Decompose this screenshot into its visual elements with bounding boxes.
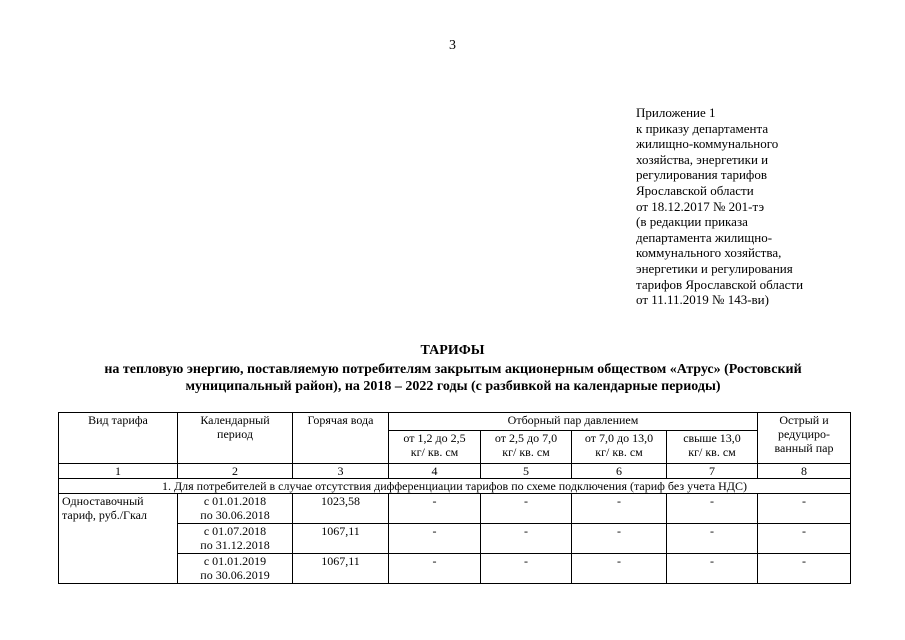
value-cell: - (572, 554, 667, 584)
header-sharp-steam: Острый и редуциро-ванный пар (758, 413, 851, 464)
hot-water-value: 1023,58 (293, 494, 389, 524)
value-cell: - (758, 554, 851, 584)
appendix-line: от 18.12.2017 № 201-тэ (636, 198, 765, 214)
header-steam-col: свыше 13,0 кг/ кв. см (667, 431, 758, 464)
table-row (59, 554, 851, 584)
header-tariff-type: Вид тарифа (59, 413, 178, 464)
header-hot-water: Горячая вода (293, 413, 389, 464)
table-row (59, 494, 851, 524)
value-cell: - (758, 494, 851, 524)
column-numbers-row (59, 464, 851, 479)
appendix-line: Ярославской области (636, 182, 754, 198)
value-cell: - (758, 524, 851, 554)
column-number: 4 (389, 464, 481, 479)
table-row (59, 524, 851, 554)
header-steam-col: от 1,2 до 2,5 кг/ кв. см (389, 431, 481, 464)
header-steam-col: от 2,5 до 7,0 кг/ кв. см (481, 431, 572, 464)
subtitle-line: муниципальный район), на 2018 – 2022 годы (с разбивкой на календарные периоды) (185, 379, 721, 394)
document-subtitle (48, 361, 858, 395)
appendix-line: энергетики и регулирования (636, 260, 793, 276)
tariff-name: Одноставочный тариф, руб./Гкал (59, 494, 178, 584)
appendix-line: (в редакции приказа (636, 214, 748, 230)
column-number: 1 (59, 464, 178, 479)
value-cell: - (667, 494, 758, 524)
section-heading: 1. Для потребителей в случае отсутствия дифференциации тарифов по схеме подключения (тариф без учета НДС) (59, 479, 851, 494)
value-cell: - (481, 554, 572, 584)
page-number: 3 (449, 38, 456, 53)
value-cell: - (389, 554, 481, 584)
column-number: 3 (293, 464, 389, 479)
period-cell: с 01.01.2019 по 30.06.2019 (178, 554, 293, 584)
column-number: 6 (572, 464, 667, 479)
appendix-line: тарифов Ярославской области (636, 276, 804, 292)
period-cell: с 01.07.2018 по 31.12.2018 (178, 524, 293, 554)
value-cell: - (389, 494, 481, 524)
column-number: 5 (481, 464, 572, 479)
header-steam-col: от 7,0 до 13,0 кг/ кв. см (572, 431, 667, 464)
value-cell: - (389, 524, 481, 554)
appendix-line: коммунального хозяйства, (636, 245, 782, 261)
column-number: 2 (178, 464, 293, 479)
appendix-line: Приложение 1 (636, 105, 716, 120)
appendix-line: департамента жилищно- (636, 229, 773, 245)
period-cell: с 01.01.2018 по 30.06.2018 (178, 494, 293, 524)
hot-water-value: 1067,11 (293, 524, 389, 554)
value-cell: - (572, 524, 667, 554)
value-cell: - (481, 524, 572, 554)
value-cell: - (481, 494, 572, 524)
document-title: ТАРИФЫ (420, 343, 485, 358)
appendix-line: жилищно-коммунального (636, 136, 779, 152)
value-cell: - (667, 554, 758, 584)
appendix-line: хозяйства, энергетики и (636, 151, 769, 167)
value-cell: - (667, 524, 758, 554)
hot-water-value: 1067,11 (293, 554, 389, 584)
header-steam-group: Отборный пар давлением (389, 413, 758, 431)
column-number: 8 (758, 464, 851, 479)
appendix-line: регулирования тарифов (636, 167, 767, 183)
header-period: Календарный период (178, 413, 293, 464)
appendix-line: от 11.11.2019 № 143-ви) (636, 292, 769, 308)
column-number: 7 (667, 464, 758, 479)
appendix-line: к приказу департамента (636, 120, 769, 136)
tariffs-table (58, 412, 851, 584)
appendix-block (636, 105, 876, 308)
value-cell: - (572, 494, 667, 524)
subtitle-line: на тепловую энергию, поставляемую потребителям закрытым акционерным обществом «Атрус» (Ростовский (104, 362, 802, 377)
